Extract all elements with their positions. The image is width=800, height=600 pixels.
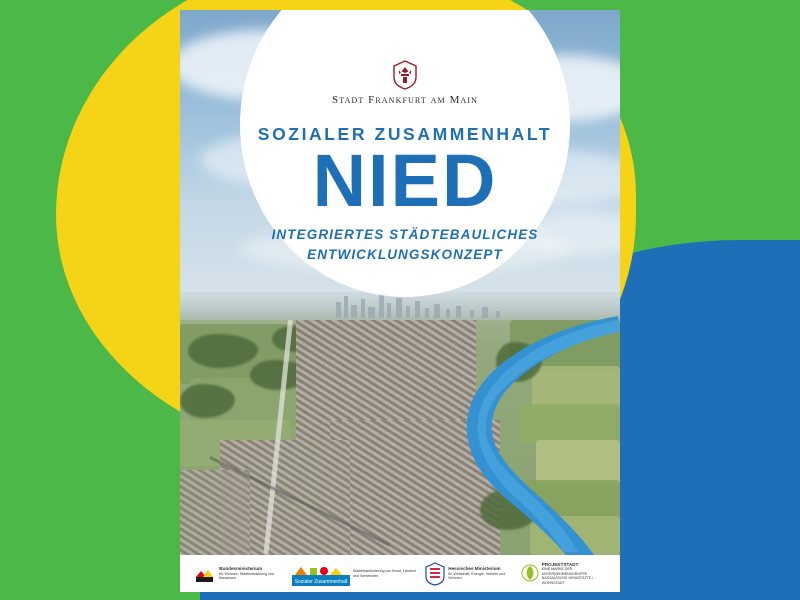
staedtebaufoerderung-mark-icon	[292, 562, 350, 586]
land-hessen-logo-text	[448, 566, 512, 581]
hessen-lion-icon	[425, 562, 445, 586]
land-hessen-logo-line2: für Wirtschaft, Energie,	[448, 571, 485, 576]
title-block	[240, 60, 570, 264]
projektstadt-logo-line3: NASSAUISCHE HEIMSTÄTTE / WOHNSTADT	[541, 576, 594, 585]
bundesministerium-logo	[194, 563, 283, 585]
cover-title: NIED	[312, 139, 498, 222]
staedtebaufoerderung-logo-line2: Städtebauförderung von Bund, Ländern und Gemeinden	[352, 569, 416, 578]
bundesministerium-logo-text	[219, 566, 283, 581]
frankfurt-coat-of-arms-icon	[392, 60, 418, 90]
land-hessen-logo-line3: Verkehr und Wohnen	[448, 571, 506, 581]
staedtebaufoerderung-logo-text	[353, 569, 417, 578]
river-main	[180, 310, 620, 555]
bundesministerium-logo-line1: Bundesministerium	[219, 566, 263, 572]
cover-subtitle-line1: INTEGRIERTES STÄDTEBAULICHES	[271, 227, 539, 243]
document-cover	[180, 10, 620, 592]
projektstadt-logo-line1: PROJEKTSTADT	[541, 561, 579, 567]
bundesministerium-logo-line3: und Bauwesen	[219, 571, 274, 581]
publisher-line: Stadt Frankfurt am Main	[332, 94, 478, 106]
cover-subtitle-line2: ENTWICKLUNGSKONZEPT	[307, 246, 503, 262]
bundesministerium-logo-line2: für Wohnen, Stadtentwicklung	[219, 571, 267, 576]
cover-photograph	[180, 10, 620, 555]
bundesministerium-mark-icon	[194, 563, 216, 585]
projektstadt-logo	[521, 562, 606, 586]
svg-text:Sozialer Zusammenhalt: Sozialer Zusammenhalt	[294, 578, 348, 585]
projektstadt-logo-line2: EINE MARKE DER UNTERNEHMENSGRUPPE	[541, 567, 588, 576]
footer-logo-strip	[180, 555, 620, 592]
staedtebaufoerderung-logo	[292, 562, 417, 586]
land-hessen-logo-line1: Hessisches Ministerium	[448, 566, 501, 572]
projektstadt-logo-text	[542, 562, 606, 586]
projektstadt-leaf-icon	[521, 564, 539, 582]
land-hessen-logo	[425, 562, 512, 586]
cover-subtitle	[240, 225, 570, 264]
cover-kicker: SOZIALER ZUSAMMENHALT	[257, 124, 553, 144]
